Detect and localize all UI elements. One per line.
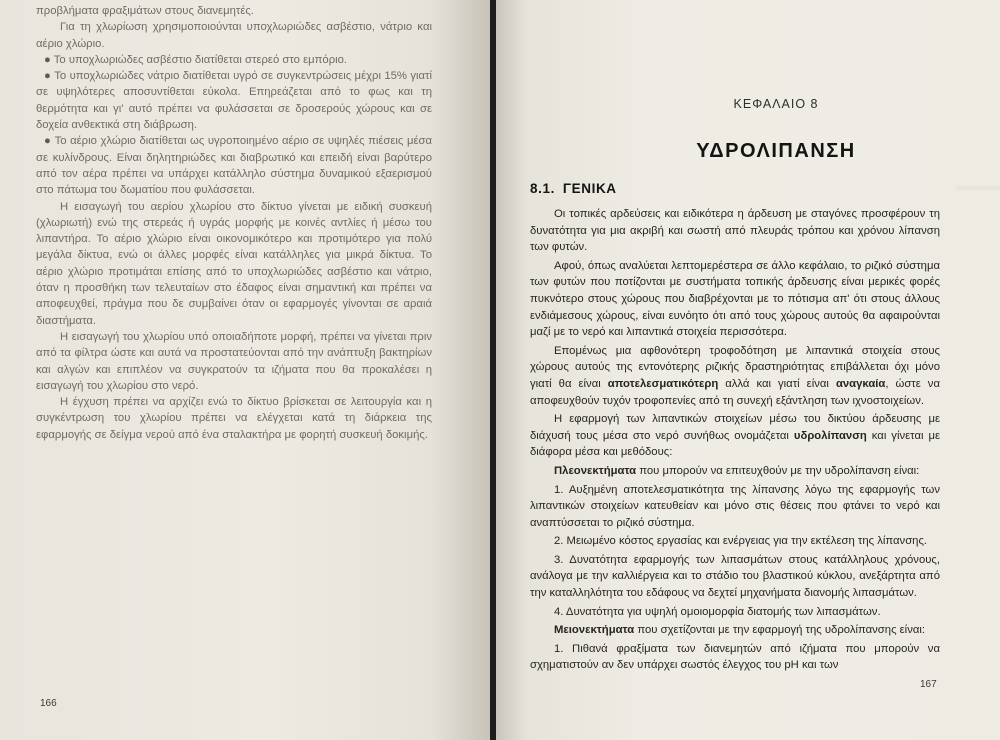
right-page-number: 167 xyxy=(920,679,937,690)
body-paragraph: Η εισαγωγή του αερίου χλωρίου στο δίκτυο γίνεται με ειδική συσκευή (χλωριωτή) ενώ της στερεάς ή υγράς μορφής με κοινές αντλίες ή μέσω του λιπαντήρα. Το αέριο χλώριο είναι οικονομικότερο και προτιμότερο για πολύ μεγάλα δίκτυα, ενώ οι άλλες μορφές είναι κατάλληλες για μικρά δίκτυα. Το αέριο χλώριο προτιμάται επίσης από το υποχλωριώδες ασβέστιο και νάτριο, όταν η προσθήκη των τελευταίων στο έδαφος είναι σημαντική και πρέπει να αποφευχθεί, πράγμα που δε συμβαίνει όταν οι εφαρμογές γίνονται σε αραιά διαστήματα. xyxy=(36,200,432,327)
body-paragraph: Πλεονεκτήματα που μπορούν να επιτευχθούν με την υδρολίπανση είναι: xyxy=(554,464,920,477)
left-page-body xyxy=(36,3,432,443)
body-paragraph: 2. Μειωμένο κόστος εργασίας και ενέργειας για την εκτέλεση της λίπανσης. xyxy=(554,535,928,548)
body-paragraph: Μειονεκτήματα που σχετίζονται με την εφαρμογή της υδρολίπανσης είναι: xyxy=(554,624,926,637)
section-number: 8.1. xyxy=(530,181,555,196)
body-paragraph: 3. Δυνατότητα εφαρμογής των λιπασμάτων στους κατάλληλους χρόνους, ανάλογα με την καλλιέργεια και το στάδιο του βλαστικού κύκλου, ανεξάρτητα από την καταλληλότητα του εδάφους να δεχτεί μηχανήματα διανομής λιπασμάτων. xyxy=(530,553,940,600)
body-paragraph: 1. Αυξημένη αποτελεσματικότητα της λίπανσης λόγω της εφαρμογής των λιπαντικών στοιχείων κατευθείαν και μόνο στις θέσεις που φτάνει το νερό και αναπτύσσεται το ριζικό σύστημα. xyxy=(530,483,940,529)
left-page-number: 166 xyxy=(40,698,57,709)
body-paragraph: Η εισαγωγή του χλωρίου υπό οποιαδήποτε μορφή, πρέπει να γίνεται πριν από τα φίλτρα ώστε και αυτά να προστατεύονται από την ανάπτυξη βακτηρίων και αλγών και επιπλέον να συγκρατούν τα ιζήματα που θα προκαλέσει η εισαγωγή του χλωρίου στο νερό. xyxy=(36,330,432,392)
bullet-icon: ● xyxy=(44,53,54,66)
right-page-body xyxy=(530,206,940,674)
section-heading xyxy=(530,181,617,196)
bullet-paragraph: ● Το υποχλωριώδες ασβέστιο διατίθεται στερεό στο εμπόριο. xyxy=(44,53,348,66)
chapter-title: ΥΔΡΟΛΙΠΑΝΣΗ xyxy=(696,140,856,162)
bullet-paragraph: ● Το υποχλωριώδες νάτριο διατίθεται υγρό σε συγκεντρώσεις μέχρι 15% γιατί σε υψηλότερες αποσυντίθεται εύκολα. Επηρεάζεται από το φως και τη θερμότητα και γι' αυτό πρέπει να φυλάσσεται σε δροσερούς χώρους και σε δοχεία ανθεκτικά στη διάβρωση. xyxy=(36,70,432,132)
body-paragraph: Η εφαρμογή των λιπαντικών στοιχείων μέσω του δικτύου άρδευσης με διάχυσή τους μέσα στο νερό συνήθως ονομάζεται υδρολίπανση και γίνεται με διάφορα μέσα και μεθόδους: xyxy=(530,413,940,459)
right-page xyxy=(496,0,1000,740)
bullet-paragraph: ● Το αέριο χλώριο διατίθεται ως υγροποιημένο αέριο σε υψηλές πιέσεις μέσα σε κυλίνδρους. Είναι δηλητηριώδες και διαβρωτικό και επειδή είναι βαρύτερο από τον αέρα πρέπει να υπάρχει κατάλληλο σύστημα δυναμικού εξαερισμού στο πάτωμα του δωματίου που φυλάσσεται. xyxy=(36,135,432,197)
body-paragraph: Για τη χλωρίωση χρησιμοποιούνται υποχλωριώδες ασβέστιο, νάτριο και αέριο χλώριο. xyxy=(36,21,432,50)
section-title: ΓΕΝΙΚΑ xyxy=(562,181,617,196)
body-paragraph: προβλήματα φραξιμάτων στους διανεμητές. xyxy=(36,5,254,17)
bleed-through-mark xyxy=(956,186,1000,190)
bullet-icon: ● xyxy=(44,70,55,83)
body-paragraph: 1. Πιθανά φραξίματα των διανεμητών από ιζήματα που μπορούν να σχηματιστούν αν δεν υπάρχει σωστός έλεγχος του pH και των xyxy=(530,642,940,672)
body-paragraph: Επομένως μια αφθονότερη τροφοδότηση με λιπαντικά στοιχεία στους χώρους αυτούς της εντονότερης ριζικής δραστηριότητας επιβάλλεται όχι μόνο γιατί θα είναι αποτελεσματικότερη αλλά και γιατί είναι αναγκαία, ώστε να αποφευχθούν τυχόν τροφοπενίες από τη συνεχή εξάντληση των ιχνοστοιχείων. xyxy=(530,344,940,407)
chapter-label: ΚΕΦΑΛΑΙΟ 8 xyxy=(733,97,819,111)
body-paragraph: Οι τοπικές αρδεύσεις και ειδικότερα η άρδευση με σταγόνες προσφέρουν τη δυνατότητα για μια ακριβή και σωστή από πλευράς τρόπου και χρόνου λίπανση των φυτών. xyxy=(530,208,940,254)
body-paragraph: 4. Δυνατότητα για υψηλή ομοιομορφία διατομής των λιπασμάτων. xyxy=(554,605,881,618)
body-paragraph: Η έγχυση πρέπει να αρχίζει ενώ το δίκτυο βρίσκεται σε λειτουργία και η συγκέντρωση του χλωρίου πρέπει να ελέγχεται κατά τη διάρκεια της εφαρμογής σε δείγμα νερού από ένα σταλακτήρα με φορητή συσκευή δοκιμής. xyxy=(36,396,432,441)
bullet-icon: ● xyxy=(44,135,55,148)
body-paragraph: Αφού, όπως αναλύεται λεπτομερέστερα σε άλλο κεφάλαιο, το ριζικό σύστημα των φυτών που ποτίζονται με συστήματα τοπικής άρδευσης είναι μερικές φορές πυκνότερο στους χώρους που διαβρέχονται με το πότισμα απ' ότι στους άλλους ενδιάμεσους χώρους, είναι ευνόητο ότι από τους χώρους αυτούς θα αφαιρούνται μαζί με το νερό και λιπαντικά στοιχεία περισσότερα. xyxy=(530,259,940,339)
left-page xyxy=(0,0,490,740)
